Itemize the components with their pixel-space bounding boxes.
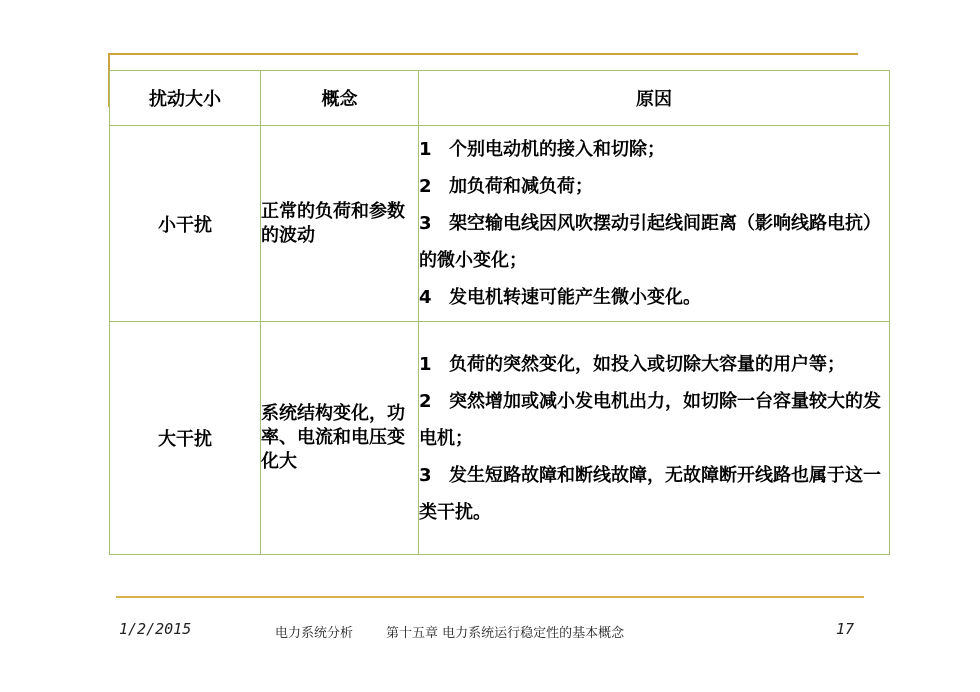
reason-text: 负荷的突然变化，如投入或切除大容量的用户等；	[449, 353, 845, 375]
footer-rule	[116, 596, 864, 598]
reason-text: 发电机转速可能产生微小变化。	[449, 287, 701, 308]
top-decorative-rule	[108, 53, 858, 55]
reason-number: 1	[419, 139, 432, 160]
reason-number: 2	[419, 176, 432, 197]
reason-number: 1	[419, 353, 432, 375]
table-row	[110, 322, 890, 555]
cell-size: 小干扰	[110, 126, 261, 322]
reason-item	[419, 279, 889, 316]
reason-item	[419, 383, 889, 457]
reason-text: 突然增加或减小发电机出力，如切除一台容量较大的发电机；	[419, 390, 881, 449]
table-row	[110, 126, 890, 322]
reason-text: 架空输电线因风吹摆动引起线间距离（影响线路电抗）的微小变化；	[419, 213, 881, 271]
reason-text: 个别电动机的接入和切除；	[449, 139, 665, 160]
reason-item	[419, 131, 889, 168]
header-concept: 概念	[261, 71, 419, 126]
footer-page-number: 17	[836, 620, 855, 638]
cell-reasons	[419, 126, 890, 322]
reason-number: 4	[419, 287, 432, 308]
cell-concept: 正常的负荷和参数的波动	[261, 126, 419, 322]
cell-concept: 系统结构变化，功率、电流和电压变化大	[261, 322, 419, 555]
disturbance-table	[109, 70, 890, 555]
header-reason: 原因	[419, 71, 890, 126]
header-disturbance-size: 扰动大小	[110, 71, 261, 126]
footer-chapter-title: 第十五章 电力系统运行稳定性的基本概念	[386, 626, 625, 641]
table-header-row	[110, 71, 890, 126]
footer-date: 1/2/2015	[119, 620, 192, 638]
reason-text: 加负荷和减负荷；	[449, 176, 593, 197]
reason-text: 发生短路故障和断线故障，无故障断开线路也属于这一类干扰。	[419, 464, 881, 523]
reason-item	[419, 168, 889, 205]
cell-size: 大干扰	[110, 322, 261, 555]
reason-number: 3	[419, 213, 432, 234]
reason-number: 3	[419, 464, 432, 486]
reason-number: 2	[419, 390, 432, 412]
cell-reasons	[419, 322, 890, 555]
footer-course-title: 电力系统分析	[275, 626, 354, 641]
reason-item	[419, 346, 889, 383]
reason-item	[419, 457, 889, 531]
reason-item	[419, 205, 889, 279]
